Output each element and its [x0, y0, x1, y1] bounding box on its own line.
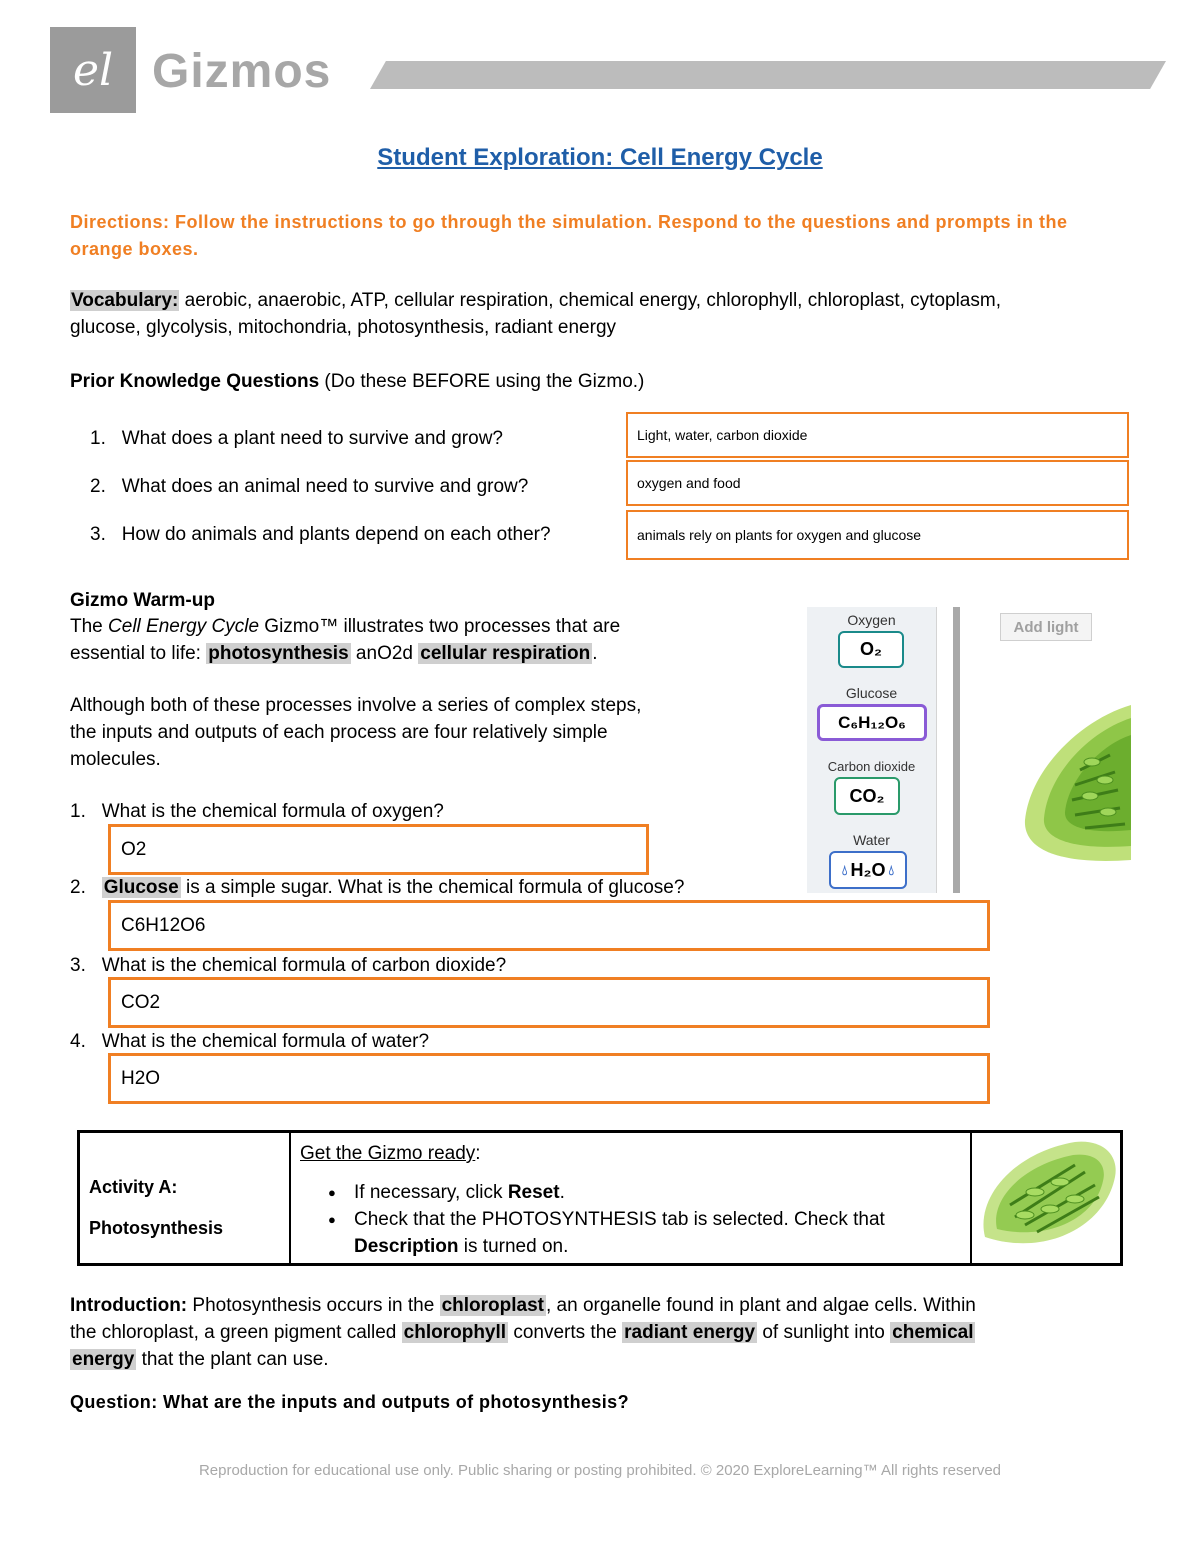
wq4-answer: H2O	[121, 1068, 161, 1089]
wq2-num: 2.	[70, 877, 86, 898]
warmup-p1-a: The	[70, 616, 109, 637]
bullet-1-b: .	[559, 1182, 565, 1203]
bullet-photosynthesis-tab	[328, 1206, 965, 1260]
intro-t2: , an organelle found in plant and algae cells. Within	[545, 1295, 976, 1316]
warmup-paragraph-1	[70, 613, 790, 667]
carbon-dioxide-chip[interactable]	[834, 777, 900, 815]
term-energy: energy	[72, 1349, 135, 1370]
pk-question-1-num: 1.	[90, 428, 106, 449]
wq1-text: What is the chemical formula of oxygen?	[101, 801, 444, 822]
term-chemical: chemical	[892, 1322, 974, 1343]
pk-answer-3: animals rely on plants for oxygen and glucose	[637, 527, 922, 543]
vocabulary-paragraph	[70, 287, 1150, 341]
warmup-answer-4-field[interactable]	[108, 1053, 990, 1104]
get-ready-heading: Get the Gizmo ready	[300, 1143, 476, 1164]
carbon-dioxide-label: Carbon dioxide	[827, 759, 916, 774]
warmup-question-1	[70, 798, 444, 825]
pk-answer-2: oxygen and food	[637, 475, 741, 491]
pk-question-2	[90, 473, 528, 500]
intro-t4: converts the	[508, 1322, 623, 1343]
wq2-answer: C6H12O6	[121, 915, 206, 936]
pk-answer-3-field[interactable]	[626, 510, 1129, 560]
bullet-1-a: If necessary, click	[354, 1182, 508, 1203]
introduction-label: Introduction:	[70, 1295, 188, 1316]
warmup-p2-line-1: Although both of these processes involve a series of complex steps,	[70, 695, 642, 716]
header-bar	[370, 61, 1166, 89]
wq3-answer: CO2	[121, 992, 161, 1013]
warmup-p2-line-3: molecules.	[70, 749, 161, 770]
bullet-2-b: is turned on.	[458, 1236, 569, 1257]
photosynthesis-question: Question: What are the inputs and outputs of photosynthesis?	[70, 1392, 629, 1412]
warmup-p1-c: essential to life:	[70, 643, 207, 664]
activity-a-label: Activity A:	[89, 1177, 178, 1197]
warmup-p1-d: anO2d	[350, 643, 419, 664]
activity-a-title	[89, 1167, 223, 1249]
table-divider	[970, 1130, 972, 1266]
warmup-p1-italic: Cell Energy Cycle	[108, 616, 260, 637]
pk-question-3-text: How do animals and plants depend on each other?	[121, 524, 551, 545]
intro-t3: the chloroplast, a green pigment called	[70, 1322, 402, 1343]
chloroplast-illustration	[1020, 700, 1131, 865]
water-drop-icon: 💧︎	[888, 861, 895, 878]
table-divider	[289, 1130, 291, 1266]
warmup-answer-3-field[interactable]	[108, 977, 990, 1028]
introduction-paragraph	[70, 1292, 1140, 1373]
explorelearning-logo	[50, 27, 136, 113]
term-radiant-energy: radiant energy	[624, 1322, 756, 1343]
add-light-button[interactable]: Add light	[1000, 613, 1092, 641]
pk-answer-2-field[interactable]	[626, 460, 1129, 506]
vocabulary-line-1: aerobic, anaerobic, ATP, cellular respiration, chemical energy, chlorophyll, chloroplast, cytoplasm,	[179, 290, 1001, 311]
wq4-num: 4.	[70, 1031, 86, 1052]
directions-text: Directions: Follow the instructions to go through the simulation. Respond to the questions and prompts in the orange boxes.	[70, 212, 1068, 259]
footer-copyright: Reproduction for educational use only. Public sharing or posting prohibited. © 2020 ExploreLearning™ All rights reserved	[198, 1462, 1002, 1479]
wq3-num: 3.	[70, 955, 86, 976]
reset-term: Reset	[507, 1182, 560, 1203]
page-title: Student Exploration: Cell Energy Cycle	[377, 144, 823, 171]
vocabulary-line-2: glucose, glycolysis, mitochondria, photosynthesis, radiant energy	[70, 317, 617, 338]
pk-question-1	[90, 425, 503, 452]
glucose-chip[interactable]	[817, 704, 927, 741]
co2-formula: CO₂	[849, 785, 885, 806]
warmup-p1-e: .	[592, 643, 598, 664]
wq3-text: What is the chemical formula of carbon dioxide?	[101, 955, 507, 976]
term-glucose: Glucose	[103, 877, 179, 898]
water-chip[interactable]	[829, 851, 907, 889]
water-label: Water	[853, 832, 890, 848]
pk-answer-1: Light, water, carbon dioxide	[637, 427, 808, 443]
water-drop-icon: 💧︎	[841, 861, 848, 878]
wq4-text: What is the chemical formula of water?	[101, 1031, 430, 1052]
pk-question-1-text: What does a plant need to survive and grow?	[121, 428, 503, 449]
wq2-text: is a simple sugar. What is the chemical formula of glucose?	[180, 877, 685, 898]
warmup-heading-line	[70, 587, 215, 614]
pk-question-3-num: 3.	[90, 524, 106, 545]
glucose-label: Glucose	[845, 685, 898, 701]
prior-knowledge-heading-line	[70, 368, 644, 395]
warmup-question-3	[70, 952, 506, 979]
intro-t5: of sunlight into	[757, 1322, 891, 1343]
get-ready-colon: :	[475, 1143, 481, 1164]
intro-t1: Photosynthesis occurs in the	[187, 1295, 440, 1316]
prior-knowledge-heading: Prior Knowledge Questions	[70, 371, 320, 392]
warmup-question-4	[70, 1028, 429, 1055]
water-formula: H₂O	[850, 859, 886, 880]
warmup-p1-b: Gizmo™ illustrates two processes that are	[259, 616, 621, 637]
warmup-answer-2-field[interactable]	[108, 900, 990, 951]
term-chlorophyll: chlorophyll	[403, 1322, 507, 1343]
warmup-answer-1-field[interactable]	[108, 824, 649, 875]
warmup-question-2	[70, 874, 684, 901]
gizmos-wordmark: Gizmos	[152, 45, 332, 98]
wq1-answer: O2	[121, 839, 147, 860]
bullet-reset	[328, 1179, 965, 1206]
description-term: Description	[354, 1236, 459, 1257]
chloroplast-thumbnail	[975, 1137, 1119, 1259]
logo-glyph: el	[72, 44, 114, 96]
vocabulary-label: Vocabulary:	[71, 290, 179, 311]
pk-question-2-text: What does an animal need to survive and grow?	[121, 476, 529, 497]
pk-question-2-num: 2.	[90, 476, 106, 497]
warmup-p2-line-2: the inputs and outputs of each process are four relatively simple	[70, 722, 608, 743]
intro-t6: that the plant can use.	[136, 1349, 329, 1370]
pk-question-3	[90, 521, 551, 548]
glucose-formula: C₆H₁₂O₆	[838, 712, 906, 732]
oxygen-formula: O₂	[860, 639, 882, 659]
oxygen-label: Oxygen	[847, 612, 896, 628]
bullet-2-a: Check that the PHOTOSYNTHESIS tab is selected. Check that	[354, 1209, 885, 1230]
term-chloroplast: chloroplast	[441, 1295, 544, 1316]
term-photosynthesis: photosynthesis	[208, 643, 349, 664]
warmup-heading: Gizmo Warm-up	[70, 590, 215, 611]
term-cellular-respiration: cellular respiration	[420, 643, 591, 664]
gizmo-panel-scrollbar[interactable]	[953, 607, 960, 893]
gizmo-molecule-panel	[807, 607, 937, 893]
oxygen-chip[interactable]	[838, 631, 904, 668]
wq1-num: 1.	[70, 801, 86, 822]
activity-a-bullets	[328, 1179, 965, 1260]
pk-answer-1-field[interactable]	[626, 412, 1129, 458]
warmup-paragraph-2	[70, 692, 790, 773]
prior-knowledge-note: (Do these BEFORE using the Gizmo.)	[319, 371, 645, 392]
activity-a-instructions	[300, 1140, 965, 1260]
activity-a-subject: Photosynthesis	[89, 1218, 224, 1238]
